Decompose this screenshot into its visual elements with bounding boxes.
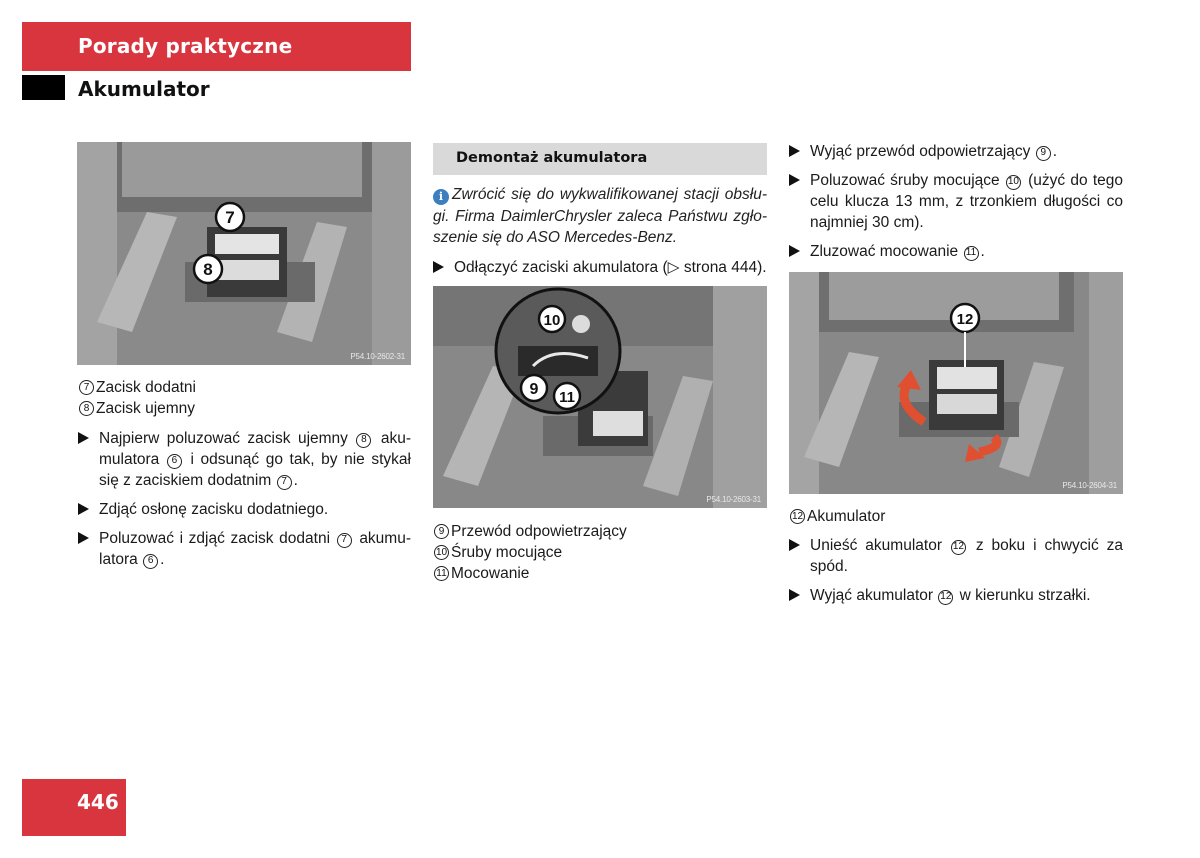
callout-7: 7 xyxy=(225,208,235,227)
ref-number: 7 xyxy=(79,380,94,395)
page-number: 446 xyxy=(77,790,119,814)
legend-item xyxy=(78,377,196,398)
bullet-arrow-icon xyxy=(789,539,800,551)
instruction-step: Odłączyć zaciski akumulatora (▷ strona 444). xyxy=(433,257,768,278)
figure-code: P54.10-2602-31 xyxy=(350,352,405,361)
legend-item xyxy=(789,506,885,527)
instruction-step: Zdjąć osłonę zacisku dodatniego. xyxy=(78,499,411,520)
ref-number: 10 xyxy=(1006,175,1021,190)
callout-10: 10 xyxy=(543,312,561,329)
legend-item xyxy=(433,563,627,584)
legend-item xyxy=(433,521,627,542)
info-icon: i xyxy=(433,189,449,205)
legend-left xyxy=(78,377,196,419)
instruction-step: Zluzować mocowanie 11 . xyxy=(789,241,1123,262)
bullet-arrow-icon xyxy=(78,432,89,444)
figure-battery-removal xyxy=(789,272,1123,494)
bullet-arrow-icon xyxy=(78,503,89,515)
legend-label: Mocowanie xyxy=(451,565,530,582)
legend-item xyxy=(78,398,196,419)
ref-number: 7 xyxy=(337,533,352,548)
instruction-step: Wyjąć akumulator 12 w kierunku strzałki. xyxy=(789,585,1123,606)
instruction-step: Wyjąć przewód odpowietrzający 9 . xyxy=(789,141,1123,162)
bullet-arrow-icon xyxy=(789,589,800,601)
info-note: i Zwrócić się do wykwalifikowanej stacji obsłu-gi. Firma DaimlerChrysler zaleca Państwu zgło-szenie się do ASO Mercedes-Benz. xyxy=(433,186,767,246)
procedure-title: Demontaż akumulatora xyxy=(456,150,648,166)
ref-number: 7 xyxy=(277,475,292,490)
figure-battery-terminals xyxy=(77,142,411,365)
bullet-arrow-icon xyxy=(789,145,800,157)
bullet-arrow-icon xyxy=(789,174,800,186)
legend-label: Przewód odpowietrzający xyxy=(451,523,627,540)
ref-number: 8 xyxy=(79,401,94,416)
ref-number: 11 xyxy=(964,246,979,261)
legend-label: Akumulator xyxy=(807,508,886,525)
instruction-step: Poluzować i zdjąć zacisk dodatni 7 akumu-latora 6 . xyxy=(78,528,411,570)
ref-number: 11 xyxy=(434,566,449,581)
page-reference-link[interactable]: ▷ strona 444 xyxy=(667,259,758,276)
legend-right xyxy=(789,506,885,527)
section-title: Porady praktyczne xyxy=(78,34,293,58)
legend-label: Zacisk dodatni xyxy=(96,379,196,396)
page-subtitle: Akumulator xyxy=(78,77,210,101)
procedure-title-box xyxy=(433,143,767,175)
ref-number: 9 xyxy=(434,524,449,539)
ref-number: 10 xyxy=(434,545,449,560)
ref-number: 12 xyxy=(790,509,805,524)
callout-8: 8 xyxy=(203,260,213,279)
bullet-arrow-icon xyxy=(433,261,444,273)
page-number-box xyxy=(22,779,126,836)
callout-11: 11 xyxy=(559,389,575,406)
bullet-arrow-icon xyxy=(789,245,800,257)
ref-number: 12 xyxy=(938,590,953,605)
ref-number: 6 xyxy=(167,454,182,469)
instruction-step: Najpierw poluzować zacisk ujemny 8 aku-mulatora 6 i odsunąć go tak, by nie stykał się z zaciskiem dodatnim 7 . xyxy=(78,428,411,491)
legend-label: Zacisk ujemny xyxy=(96,400,196,417)
callout-12: 12 xyxy=(956,311,974,328)
ref-number: 9 xyxy=(1036,146,1051,161)
figure-code: P54.10-2603-31 xyxy=(706,495,761,504)
ref-number: 8 xyxy=(356,433,371,448)
bullet-arrow-icon xyxy=(78,532,89,544)
ref-number: 6 xyxy=(143,554,158,569)
callout-9: 9 xyxy=(529,381,539,398)
section-header xyxy=(22,22,411,71)
legend-middle xyxy=(433,521,627,584)
legend-label: Śruby mocujące xyxy=(451,544,563,561)
figure-code: P54.10-2604-31 xyxy=(1062,481,1117,490)
legend-item xyxy=(433,542,627,563)
subtitle-marker xyxy=(22,75,65,100)
ref-number: 12 xyxy=(951,540,966,555)
instruction-step: Unieść akumulator 12 z boku i chwycić za spód. xyxy=(789,535,1123,577)
instruction-step: Poluzować śruby mocujące 10 (użyć do tego celu klucza 13 mm, z trzonkiem długości co najmniej 30 cm). xyxy=(789,170,1123,233)
figure-battery-mounting xyxy=(433,286,767,508)
